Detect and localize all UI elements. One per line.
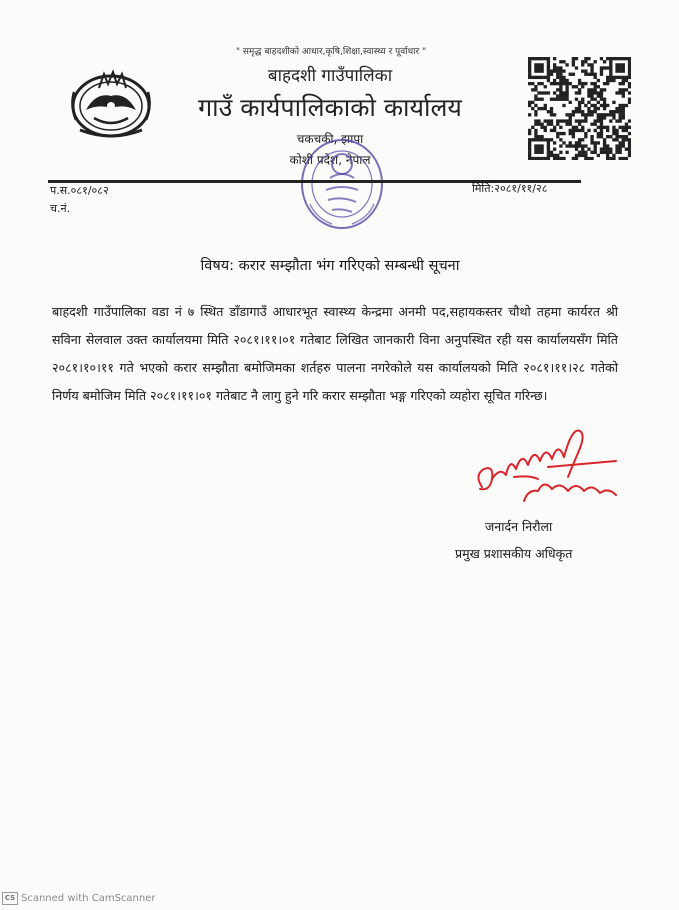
- nepal-emblem-icon: [66, 62, 156, 142]
- qr-code-icon: [528, 57, 631, 160]
- header-motto: " समृद्ध बाहदशीको आधार,कृषि,शिक्षा,स्वास्थ्य र पूर्वाधार ": [235, 47, 427, 57]
- address-line-2: कोशी प्रदेश, नेपाल: [289, 153, 371, 167]
- subject-line: विषय: करार सम्झौता भंग गरिएको सम्बन्धी सूचना: [200, 258, 460, 274]
- address-line-1: चकचकी, झापा: [296, 132, 364, 146]
- reference-number: प.स.०८१/०८२: [50, 184, 109, 197]
- dispatch-number: च.नं.: [50, 202, 71, 215]
- scanner-watermark-text: Scanned with CamScanner: [21, 893, 156, 904]
- office-name: गाउँ कार्यपालिकाको कार्यालय: [198, 93, 462, 122]
- signer-designation: प्रमुख प्रशासकीय अधिकृत: [455, 546, 573, 561]
- signer-name: जनार्दन निरौला: [485, 519, 553, 534]
- municipality-name: बाहदशी गाउँपालिका: [267, 66, 393, 86]
- letter-date: मिति:२०८१/११/२८: [472, 182, 548, 195]
- handwritten-signature: [468, 417, 628, 512]
- notice-body: बाहदशी गाउँपालिका वडा नं ७ स्थित डाँडागाउँ आधारभूत स्वास्थ्य केन्द्रमा अनमी पद,सहायकस्तर चौथो तहमा कार्यरत श्री सविना सेलवाल उक्त कार्यालयमा मिति २०८१।११।०१ गतेबाट लिखित जानकारी विना अनुपस्थित रही यस कार्यालयसँग मिति २०८१।१०।११ गते भएको करार सम्झौता बमोजिमका शर्तहरु पालना नगरेकोले यस कार्यालयको मिति २०८१।११।२८ गतेको निर्णय बमोजिम मिति २०८१।११।०१ गतेबाट नै लागु हुने गरि करार सम्झौता भङ्ग गरिएको व्यहोरा सूचित गरिन्छ।: [52, 304, 618, 403]
- camscanner-logo-icon: CS: [2, 892, 18, 905]
- scanner-watermark: [2, 892, 156, 905]
- office-stamp: [296, 134, 388, 234]
